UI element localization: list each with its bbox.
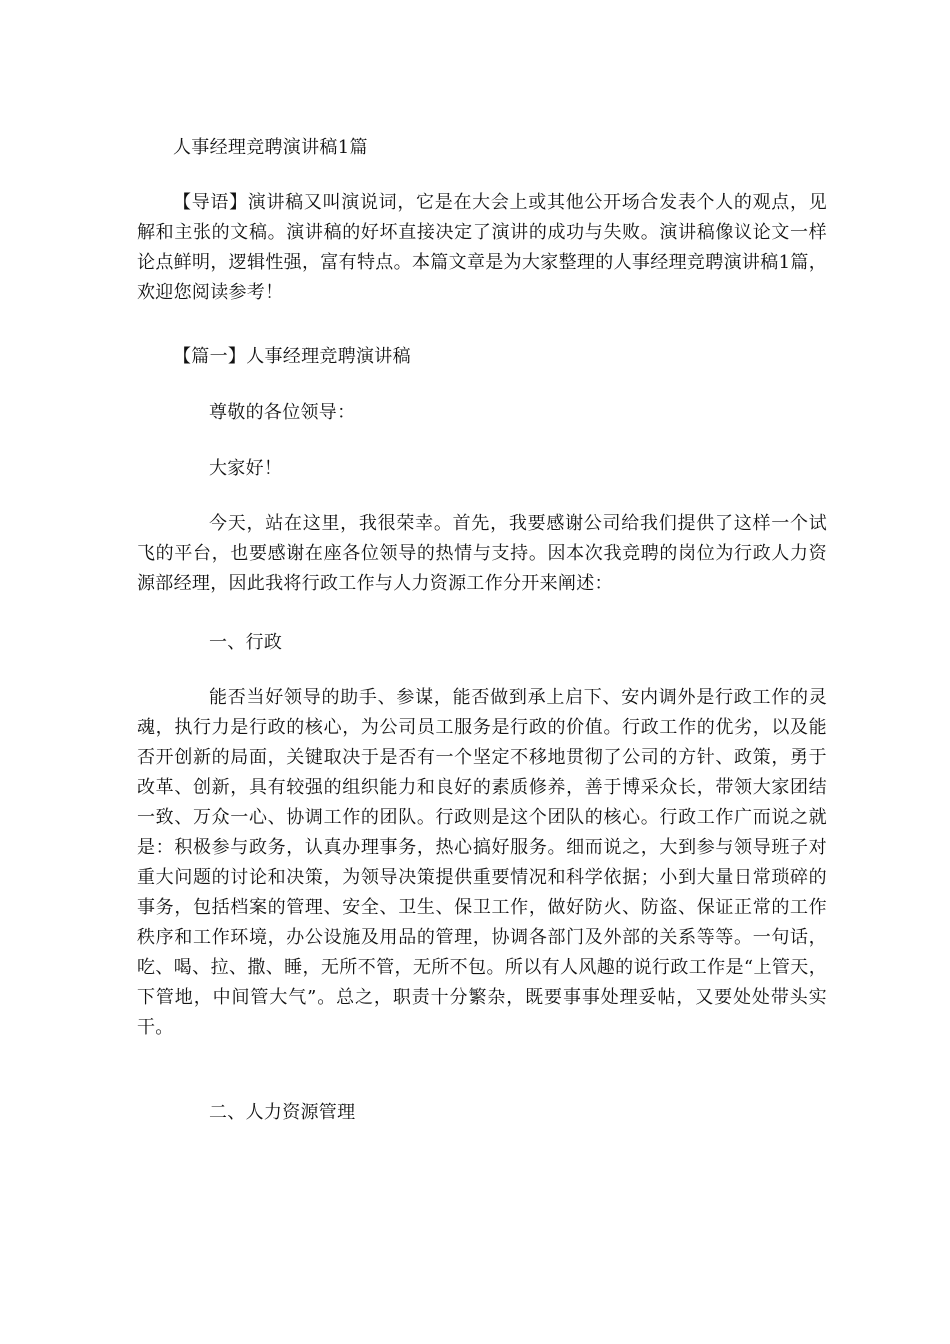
salutation: 尊敬的各位领导：: [209, 402, 356, 423]
administration-paragraph: 能否当好领导的助手、参谋，能否做到承上启下、安内调外是行政工作的灵魂，执行力是行政的核心，为公司员工服务是行政的价值。行政工作的优劣，以及能否开创新的局面，关键取决于是否有一个坚定不移地贯彻了公司的方针、政策，勇于改革、创新，具有较强的组织能力和良好的素质修养，善于博采众长，带领大家团结一致、万众一心、协调工作的团队。行政则是这个团队的核心。行政工作广而说之就是：积极参与政务，认真办理事务，热心搞好服务。细而说之，大到参与领导班子对重大问题的讨论和决策，为领导决策提供重要情况和科学依据；小到大量日常琐碎的事务，包括档案的管理、安全、卫生、保卫工作，做好防火、防盗、保证正常的工作秩序和工作环境，办公设施及用品的管理，协调各部门及外部的关系等等。一句话，吃、喝、拉、撒、睡，无所不管，无所不包。所以有人风趣的说行政工作是“上管天，下管地，中间管大气”。总之，职责十分繁杂，既要事事处理妥帖，又要处处带头实干。: [137, 687, 827, 1038]
heading-administration: 一、行政: [209, 632, 283, 653]
opening-paragraph: 今天，站在这里，我很荣幸。首先，我要感谢公司给我们提供了这样一个试飞的平台，也要感谢在座各位领导的热情与支持。因本次我竞聘的岗位为行政人力资源部经理，因此我将行政工作与人力资源工作分开来阐述：: [137, 513, 827, 594]
heading-human-resources: 二、人力资源管理: [209, 1102, 356, 1123]
intro-paragraph: 【导语】演讲稿又叫演说词，它是在大会上或其他公开场合发表个人的观点，见解和主张的文稿。演讲稿的好坏直接决定了演讲的成功与失败。演讲稿像议论文一样论点鲜明，逻辑性强，富有特点。本篇文章是为大家整理的人事经理竞聘演讲稿1篇，欢迎您阅读参考！: [137, 192, 827, 303]
greeting: 大家好！: [209, 458, 283, 479]
section-heading: 【篇一】人事经理竞聘演讲稿: [173, 346, 411, 367]
document-title: 人事经理竞聘演讲稿1篇: [173, 137, 368, 158]
